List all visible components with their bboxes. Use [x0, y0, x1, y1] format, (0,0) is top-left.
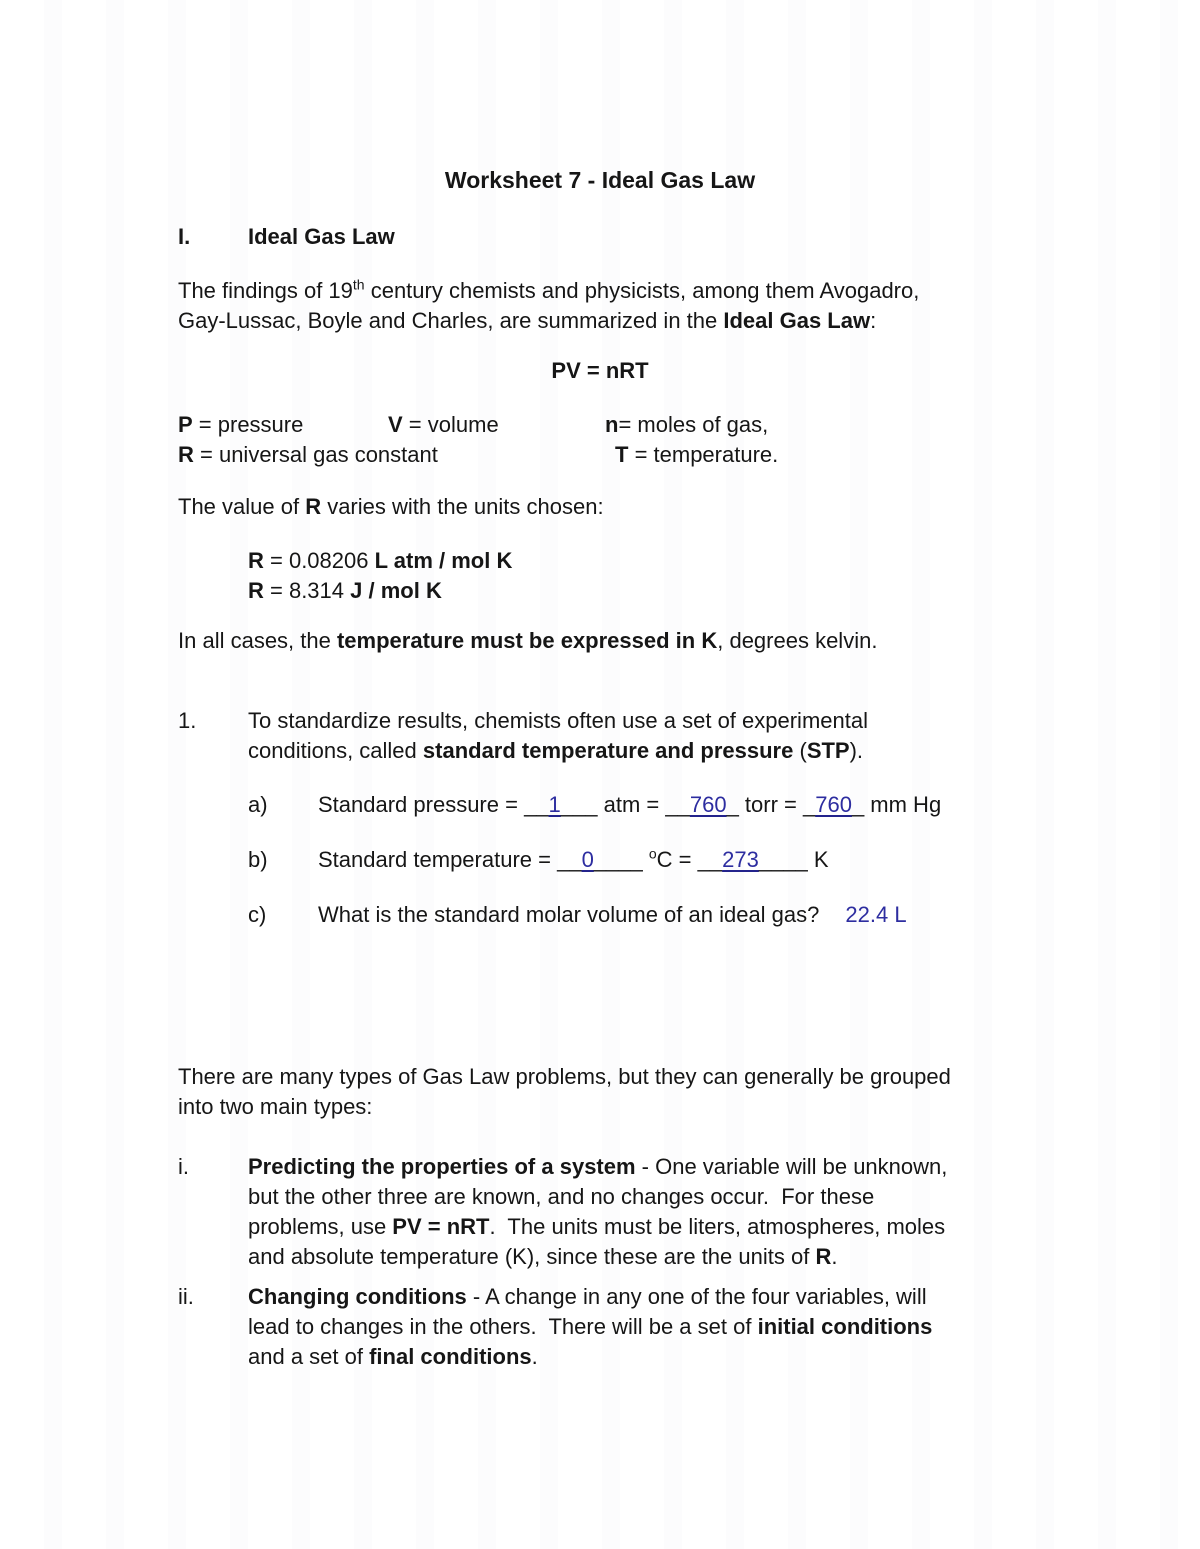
stp-abbrev: STP	[806, 738, 850, 763]
text-segment: varies with the units chosen:	[321, 494, 604, 519]
text-segment: and absolute temperature (K), since these are the units of	[248, 1244, 816, 1269]
page-title: Worksheet 7 - Ideal Gas Law	[444, 167, 756, 193]
text-segment: ___ atm = __	[560, 792, 690, 817]
r-value-1	[248, 546, 512, 576]
question-1-line-1	[178, 706, 868, 736]
type-i-line-3	[248, 1212, 945, 1242]
text-segment: To standardize results, chemists often use a set of experimental	[248, 708, 868, 733]
r-symbol: R	[815, 1244, 832, 1269]
text-segment: (	[793, 738, 807, 763]
text-segment: , degrees kelvin.	[717, 628, 878, 653]
item-label: b)	[248, 847, 268, 872]
text-segment: .	[831, 1244, 838, 1269]
question-text: What is the standard molar volume of an ideal gas?	[318, 902, 820, 927]
type-ii-title: Changing conditions	[248, 1284, 467, 1309]
text-segment: = 0.08206	[263, 548, 375, 573]
type-ii-line-2	[248, 1312, 932, 1342]
kelvin-bold: temperature must be expressed in K	[336, 628, 718, 653]
text-segment: The findings of 19	[178, 278, 353, 303]
question-1c	[248, 900, 907, 930]
answer-molar-volume: 22.4 L	[845, 902, 907, 927]
stp-bold: standard temperature and pressure	[422, 738, 794, 763]
text-segment: and a set of	[248, 1344, 370, 1369]
var-definition: = moles of gas,	[618, 412, 769, 437]
text-segment: - A change in any one of the four variables, will	[466, 1284, 927, 1309]
r-symbol: R	[248, 578, 264, 603]
text-segment: ____	[593, 847, 649, 872]
text-segment: . The units must be liters, atmospheres, moles	[489, 1214, 946, 1239]
intro-line-1	[178, 276, 919, 306]
text-segment: conditions, called	[248, 738, 423, 763]
r-value-2	[248, 576, 442, 606]
question-1-line-2	[248, 736, 863, 766]
var-symbol: T	[615, 442, 629, 467]
var-pressure	[178, 410, 388, 440]
item-label: c)	[248, 902, 267, 927]
text-segment: Gay-Lussac, Boyle and Charles, are summarized in the	[178, 308, 724, 333]
text-segment: century chemists and physicists, among them Avogadro,	[364, 278, 920, 303]
type-ii-line-3	[248, 1342, 538, 1372]
text-segment: ).	[849, 738, 864, 763]
list-numeral: ii.	[178, 1284, 194, 1309]
answer-blank-celsius: 0	[581, 847, 594, 872]
var-moles	[605, 412, 768, 437]
text-segment: The value of	[178, 494, 306, 519]
type-i-line-2: but the other three are known, and no changes occur. For these	[248, 1184, 875, 1209]
text-segment: In all cases, the	[178, 628, 337, 653]
text-segment: ____ K	[758, 847, 829, 872]
text-segment: Standard pressure = __	[318, 792, 549, 817]
kelvin-note	[178, 626, 877, 656]
equation-inline: PV = nRT	[392, 1214, 490, 1239]
var-symbol: R	[178, 442, 194, 467]
var-definition: = universal gas constant	[193, 442, 438, 467]
variables-line-2	[178, 440, 778, 470]
var-symbol: V	[388, 412, 403, 437]
var-volume	[388, 410, 605, 440]
initial-conditions-bold: initial conditions	[757, 1314, 933, 1339]
var-symbol: P	[178, 412, 193, 437]
r-units: J / mol K	[350, 578, 442, 603]
text-segment: Standard temperature = __	[318, 847, 582, 872]
final-conditions-bold: final conditions	[369, 1344, 532, 1369]
var-definition: = pressure	[192, 412, 304, 437]
question-number: 1.	[178, 708, 197, 733]
text-segment: .	[531, 1344, 538, 1369]
type-i-line-4	[248, 1242, 837, 1272]
answer-blank-mmhg: 760	[815, 792, 852, 817]
type-i-line-1	[178, 1152, 947, 1182]
text-segment: lead to changes in the others. There will be a set of	[248, 1314, 758, 1339]
variables-line-1	[178, 410, 768, 440]
var-definition: = temperature.	[628, 442, 779, 467]
r-symbol: R	[248, 548, 264, 573]
text-segment: - One variable will be unknown,	[635, 1154, 948, 1179]
text-segment: problems, use	[248, 1214, 393, 1239]
text-segment: :	[870, 308, 877, 333]
intro-line-2	[178, 306, 876, 336]
question-1a	[248, 790, 941, 820]
grouping-line-1: There are many types of Gas Law problems, but they can generally be grouped	[178, 1064, 951, 1089]
answer-blank-torr: 760	[689, 792, 727, 817]
r-units: L atm / mol K	[374, 548, 513, 573]
question-1b	[248, 845, 829, 875]
section-heading-text: Ideal Gas Law	[248, 224, 395, 249]
r-value-intro	[178, 492, 604, 522]
var-temperature	[615, 442, 778, 467]
section-heading	[178, 222, 395, 252]
answer-blank-atm: 1	[548, 792, 561, 817]
text-segment: _ mm Hg	[851, 792, 942, 817]
text-segment: _ torr = _	[726, 792, 816, 817]
var-definition: = volume	[402, 412, 499, 437]
list-numeral: i.	[178, 1154, 189, 1179]
grouping-line-2: into two main types:	[178, 1094, 373, 1119]
answer-blank-kelvin: 273	[722, 847, 759, 872]
section-numeral: I.	[178, 224, 191, 249]
text-segment: = 8.314	[263, 578, 351, 603]
superscript-th: th	[352, 276, 365, 293]
var-symbol: n	[605, 412, 619, 437]
item-label: a)	[248, 792, 268, 817]
var-gas-constant	[178, 440, 615, 470]
equation: PV = nRT	[551, 358, 649, 383]
degree-superscript: o	[648, 845, 657, 862]
ideal-gas-law-bold: Ideal Gas Law	[723, 308, 871, 333]
text-segment: C = __	[656, 847, 723, 872]
type-ii-line-1	[178, 1282, 927, 1312]
type-i-title: Predicting the properties of a system	[248, 1154, 636, 1179]
r-symbol: R	[305, 494, 322, 519]
